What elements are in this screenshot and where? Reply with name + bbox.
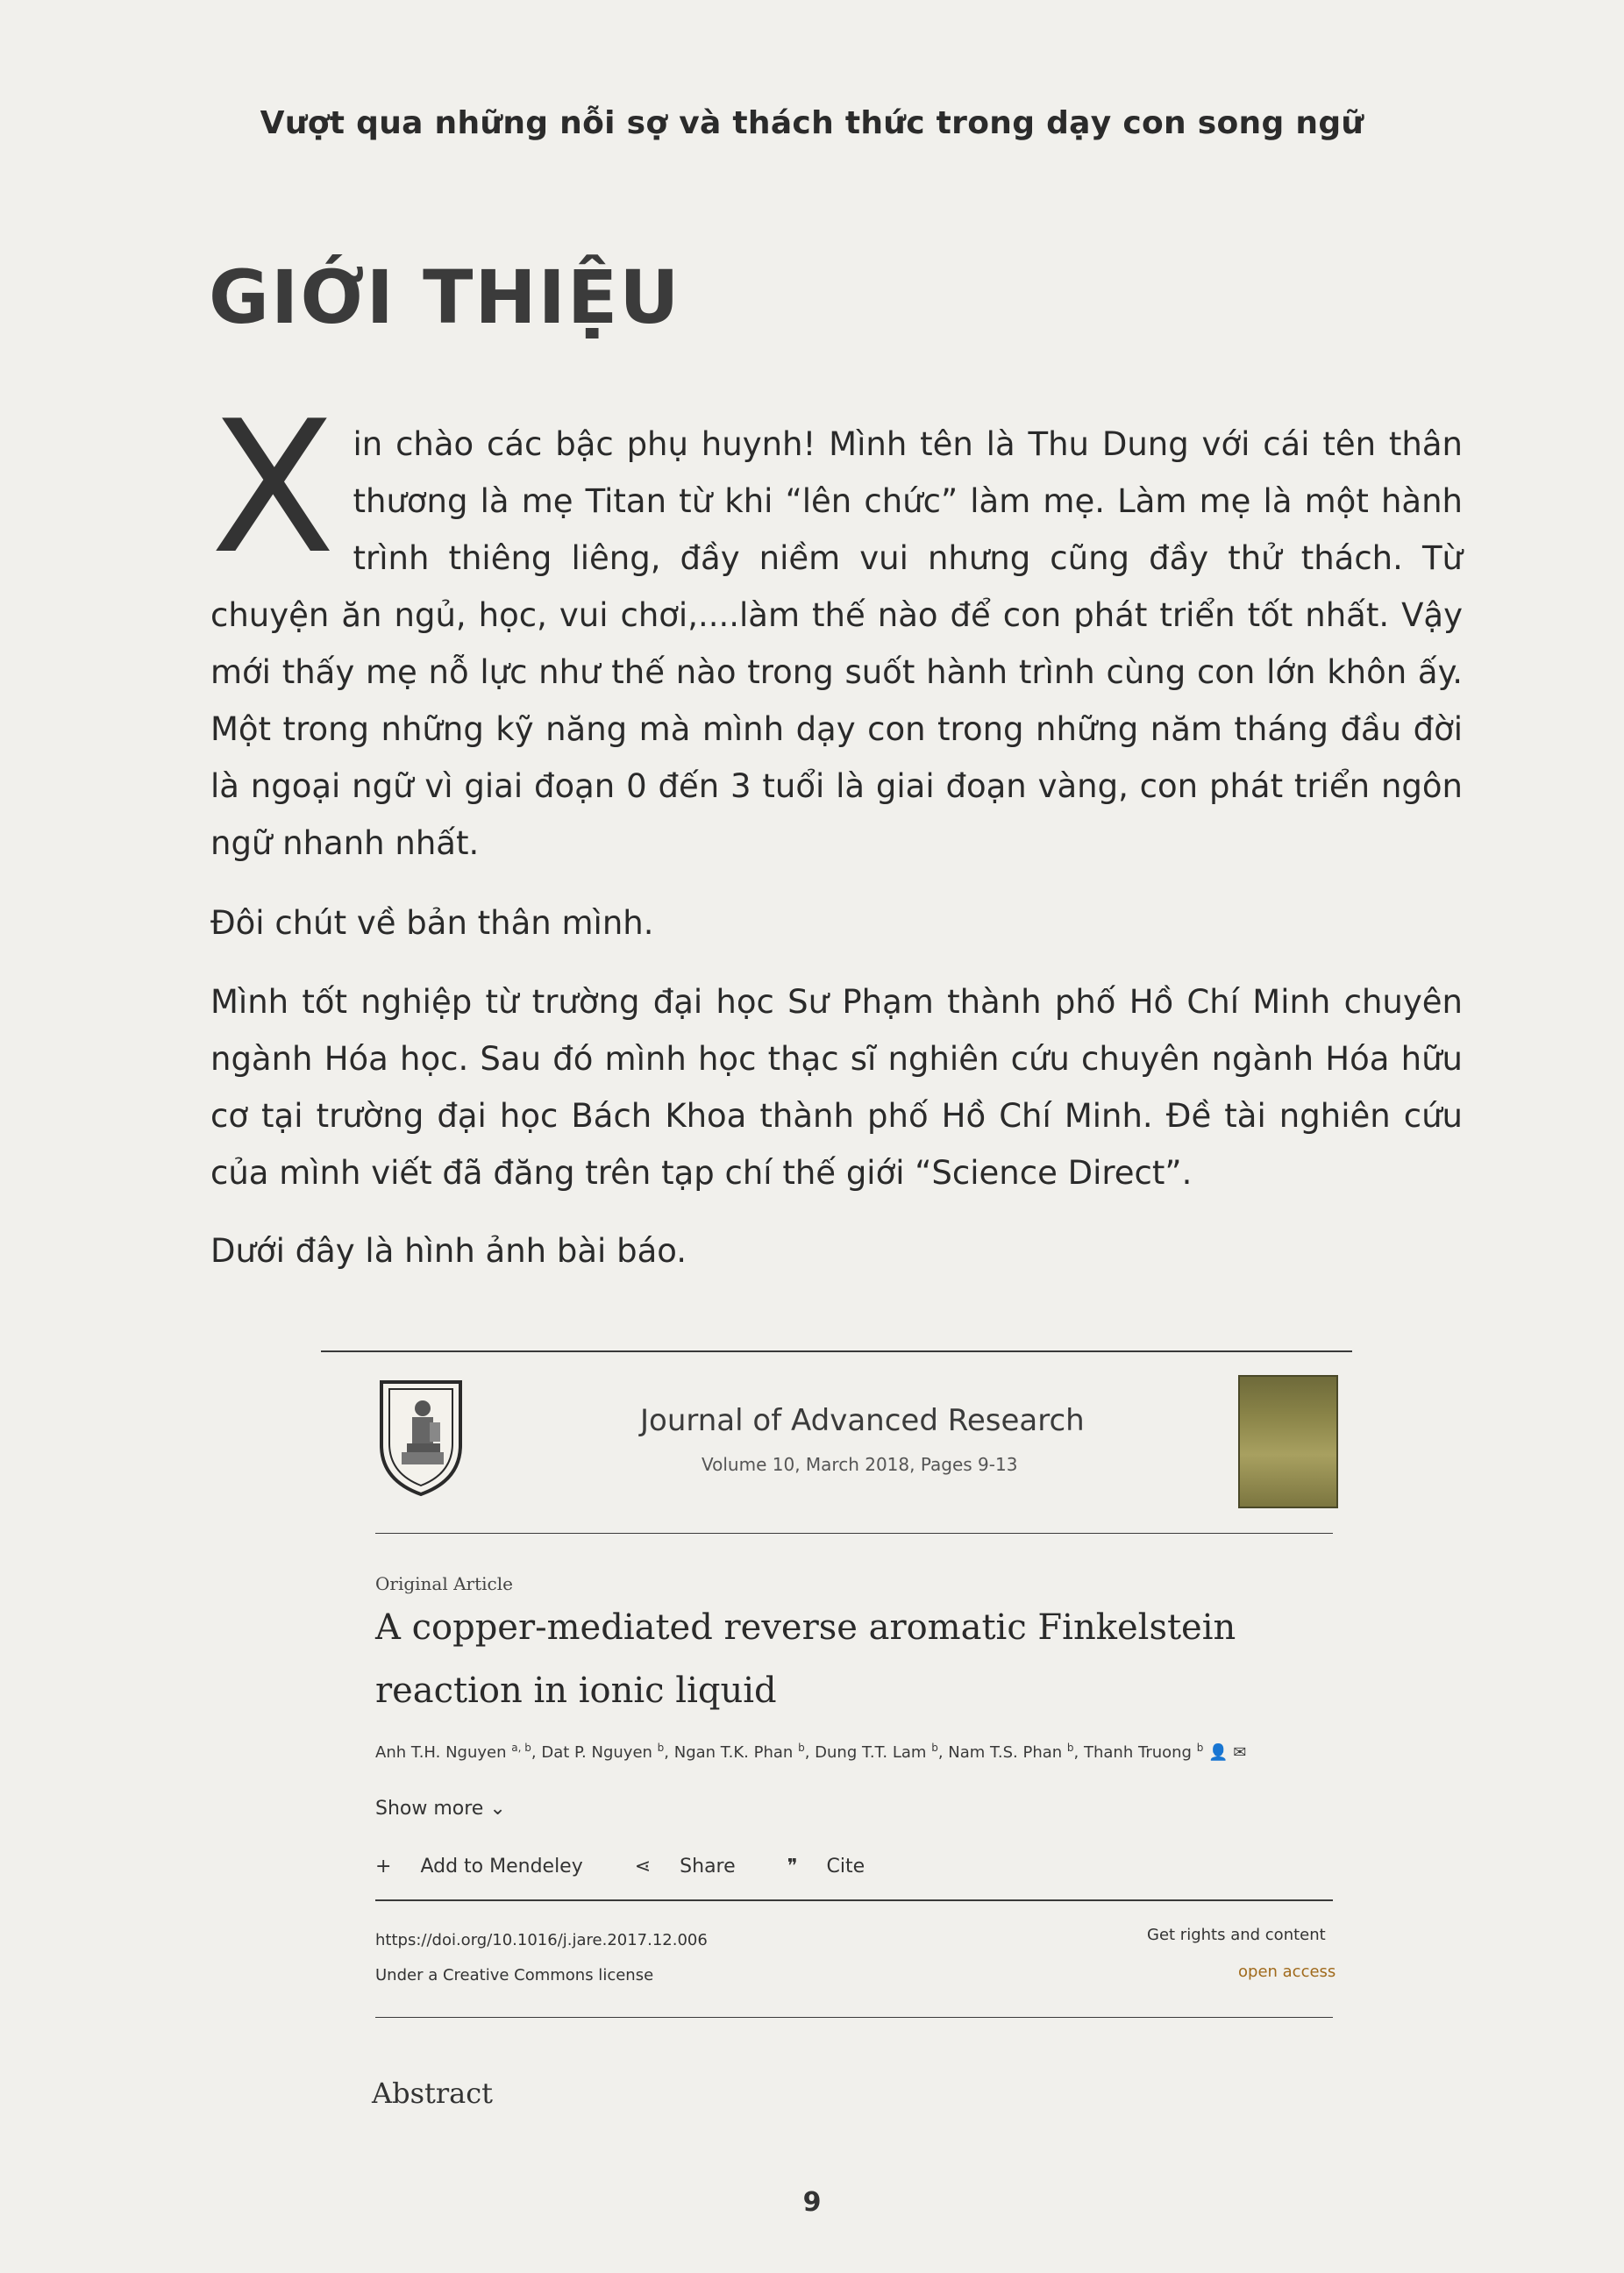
author-link[interactable]: Nam T.S. Phan $^b$ (948, 1742, 1074, 1762)
show-more-button[interactable] (375, 1798, 506, 1820)
cite-button[interactable]: ❞ Cite (787, 1856, 865, 1878)
article-actions (375, 1856, 910, 1878)
get-rights-link[interactable]: Get rights and content (1147, 1926, 1326, 1944)
author-link[interactable]: Dung T.T. Lam $^b$ (815, 1742, 938, 1762)
actions-rule (375, 1899, 1333, 1901)
paragraph-article-intro: Dưới đây là hình ảnh bài báo. (210, 1232, 687, 1270)
section-heading: GIỚI THIỆU (209, 254, 681, 340)
share-icon: ⋖ (634, 1856, 652, 1878)
article-type: Original Article (375, 1573, 513, 1594)
journal-volume[interactable]: Volume 10, March 2018, Pages 9-13 (702, 1454, 1018, 1475)
journal-seal-icon (377, 1375, 465, 1498)
abstract-rule (375, 2017, 1333, 2018)
paragraph-about-me: Đôi chút về bản thân mình. (210, 904, 654, 942)
plus-icon: + (375, 1856, 392, 1878)
abstract-heading: Abstract (372, 2077, 494, 2110)
open-access-badge: open access (1238, 1963, 1336, 1981)
show-more-label: Show more (375, 1798, 484, 1820)
paragraph-education: Mình tốt nghiệp từ trường đại học Sư Phạm thành phố Hồ Chí Minh chuyên ngành Hóa học. Sau đó mình học thạc sĩ nghiên cứu chuyên ngành Hóa hữu cơ tại trường đại học Bách Khoa thành phố Hồ Chí Minh. Đề tài nghiên cứu của mình viết đã đăng trên tạp chí thế giới “Science Direct”. (210, 983, 1463, 1192)
add-to-mendeley-button[interactable]: + Add to Mendeley (375, 1856, 583, 1878)
share-button[interactable]: ⋖ Share (634, 1856, 736, 1878)
page-number: 9 (802, 2187, 822, 2218)
running-header: Vượt qua những nỗi sợ và thách thức trong dạy con song ngữ (260, 105, 1364, 141)
article-title: A copper-mediated reverse aromatic Finkelstein reaction in ionic liquid (375, 1607, 1236, 1711)
author-link[interactable]: Thanh Truong $^b$ (1084, 1742, 1204, 1762)
intro-paragraph (210, 382, 1463, 872)
journal-title[interactable]: Journal of Advanced Research (640, 1403, 1085, 1438)
article-header-rule (375, 1533, 1333, 1534)
chevron-down-icon: ⌄ (489, 1798, 506, 1820)
author-link[interactable]: Anh T.H. Nguyen $^{a, b}$ (375, 1742, 531, 1762)
quote-icon: ❞ (787, 1856, 798, 1878)
person-icon: 👤 (1208, 1743, 1229, 1762)
author-list: Anh T.H. Nguyen $^{a, b}$, Dat P. Nguyen $^b$, Ngan T.K. Phan $^b$, Dung T.T. Lam $^b$, Nam T.S. Phan $^b$, Thanh Truong $^b$ 👤 ✉ (375, 1742, 1247, 1762)
license-link[interactable]: Under a Creative Commons license (375, 1966, 654, 1984)
envelope-icon[interactable]: ✉ (1233, 1743, 1247, 1762)
drop-cap: X (210, 382, 336, 595)
doi-link[interactable]: https://doi.org/10.1016/j.jare.2017.12.006 (375, 1931, 708, 1949)
intro-text: in chào các bậc phụ huynh! Mình tên là Thu Dung với cái tên thân thương là mẹ Titan từ khi “lên chức” làm mẹ. Làm mẹ là một hành trình thiêng liêng, đầy niềm vui nhưng cũng đầy thử thách. Từ chuyện ăn ngủ, học, vui chơi,....làm thế nào để con phát triển tốt nhất. Vậy mới thấy mẹ nỗ lực như thế nào trong suốt hành trình cùng con lớn khôn ấy. Một trong những kỹ năng mà mình dạy con trong những năm tháng đầu đời là ngoại ngữ vì giai đoạn 0 đến 3 tuổi là giai đoạn vàng, con phát triển ngôn ngữ nhanh nhất. (210, 425, 1463, 862)
journal-cover-image (1238, 1375, 1338, 1508)
article-top-rule (321, 1350, 1352, 1352)
author-link[interactable]: Ngan T.K. Phan $^b$ (673, 1742, 805, 1762)
author-link[interactable]: Dat P. Nguyen $^b$ (541, 1742, 665, 1762)
